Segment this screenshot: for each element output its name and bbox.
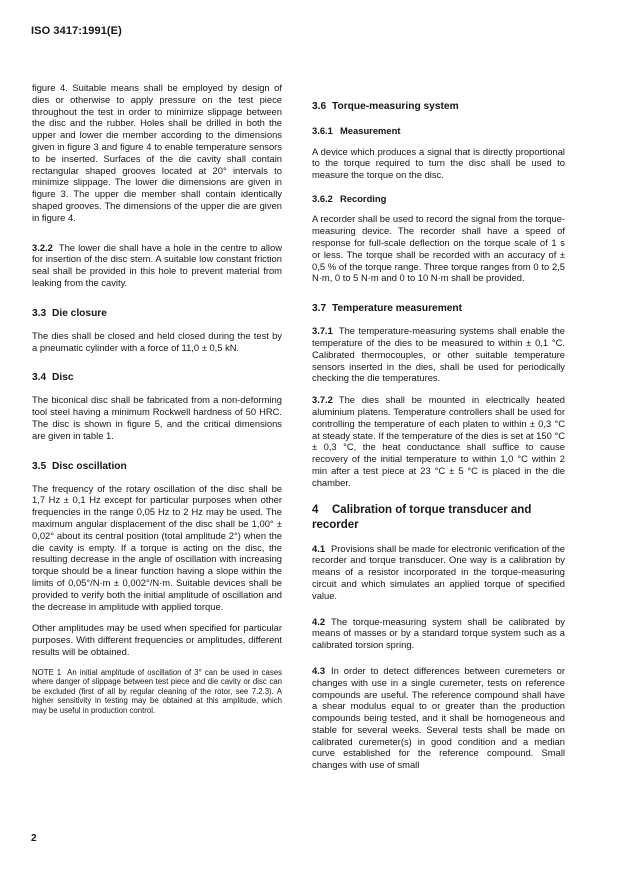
paragraph-4-2 bbox=[312, 616, 565, 651]
note-1 bbox=[32, 668, 282, 716]
clause-text-4-3: In order to detect differences between curemeters or changes with use in a single curemeter, tests on reference compounds are useful. The reference compound shall have a shear modulus equal to or greater than the production compounds being tested, and it shall be homogeneous and stable for several weeks. Several tests shall be made on calibrated curemeter(s) in good condition and a median curve established for the reference compound. Small changes with use of small bbox=[312, 664, 565, 771]
clause-text-3-2-2: The lower die shall have a hole in the centre to allow for insertion of the disc stem. A suitable low constant friction seal shall be provided in this hole to prevent material from leaking from the cavity. bbox=[32, 241, 282, 288]
heading-number-3-3: 3.3 bbox=[32, 307, 47, 319]
paragraph-3-4: The biconical disc shall be fabricated from a non-deforming tool steel having a minimum Rockwell hardness of 50 HRC. The disc is shown in figure 5, and the critical dimensions are given in table 1. bbox=[32, 394, 282, 441]
left-column bbox=[32, 82, 282, 716]
heading-number-4: 4 bbox=[312, 503, 319, 516]
heading-3-7 bbox=[312, 303, 565, 315]
heading-3-3 bbox=[32, 308, 282, 320]
paragraph-3-6-2: A recorder shall be used to record the signal from the torque-measuring device. The recorder shall have a speed of response for full-scale deflection on the torque scale of 1 s or less. The torque shall be recorded with an accuracy of ± 0,5 % of the torque range. Three torque ranges from 0 to 2,5 N·m, 0 to 5 N·m and 0 to 10 N·m shall be provided. bbox=[312, 213, 565, 284]
paragraph-3-7-2 bbox=[312, 394, 565, 488]
heading-title-3-7: Temperature measurement bbox=[332, 303, 463, 315]
clause-text-4-2: The torque-measuring system shall be calibrated by means of masses or by a standard torque system such as a calibrated torsion spring. bbox=[312, 615, 565, 651]
heading-title-4: Calibration of torque transducer and recorder bbox=[312, 503, 532, 531]
heading-title-3-3: Die closure bbox=[52, 307, 107, 319]
page-number: 2 bbox=[31, 833, 37, 844]
paragraph-figure-4: figure 4. Suitable means shall be employed by design of dies or otherwise to apply pressure on the test piece throughout the test in order to minimize slippage between the disc and the rubber. Holes shall be drilled in both the upper and lower die member according to the dimensions given in figure 3 and figure 4 to enable temperature sensors to be inserted. Surfaces of the die cavity shall contain rectangular shaped grooves located at 20° intervals to minimize slippage. The lower die dimensions are given in figure 3. The upper die member shall contain identically shaped grooves. The dimensions of the upper die are given in figure 4. bbox=[32, 82, 282, 223]
document-header: ISO 3417:1991(E) bbox=[31, 25, 122, 37]
clause-number-4-2: 4.2 bbox=[312, 615, 326, 627]
heading-number-3-6-1: 3.6.1 bbox=[312, 125, 333, 136]
clause-number-3-7-1: 3.7.1 bbox=[312, 325, 333, 337]
heading-number-3-6: 3.6 bbox=[312, 101, 327, 112]
clause-text-3-7-1: The temperature-measuring systems shall enable the temperature of the dies to be measured to within ± 0,1 °C. Calibrated thermocouples, or other suitable temperature sensors inserted in the dies, shall be used for periodically checking the die temperatures. bbox=[312, 325, 565, 384]
heading-number-3-4: 3.4 bbox=[32, 372, 47, 384]
heading-title-3-6-2: Recording bbox=[340, 192, 387, 204]
note-label: NOTE 1 bbox=[32, 667, 62, 677]
heading-3-4 bbox=[32, 372, 282, 384]
clause-number-3-2-2: 3.2.2 bbox=[32, 241, 53, 253]
clause-text-4-1: Provisions shall be made for electronic verification of the recorder and torque transducer. One way is a calibration by means of a resistor incorporated in the torque-measuring circuit and which simulates an applied torque of specified value. bbox=[312, 542, 566, 601]
heading-number-3-6-2: 3.6.2 bbox=[312, 192, 333, 204]
clause-number-4-1: 4.1 bbox=[312, 542, 326, 554]
heading-title-3-4: Disc bbox=[52, 372, 74, 384]
heading-number-3-5: 3.5 bbox=[32, 460, 47, 472]
right-column bbox=[312, 82, 565, 771]
paragraph-4-1 bbox=[312, 543, 565, 602]
heading-title-3-6-1: Measurement bbox=[340, 125, 401, 136]
heading-3-6 bbox=[312, 101, 565, 113]
heading-title-3-6: Torque-measuring system bbox=[332, 101, 459, 112]
heading-number-3-7: 3.7 bbox=[312, 303, 327, 315]
heading-clause-4 bbox=[312, 503, 565, 533]
paragraph-3-2-2 bbox=[32, 242, 282, 289]
paragraph-3-3: The dies shall be closed and held closed during the test by a pneumatic cylinder with a force of 11,0 ± 0,5 kN. bbox=[32, 329, 282, 353]
heading-3-5 bbox=[32, 461, 282, 473]
heading-3-6-1 bbox=[312, 125, 565, 137]
clause-number-4-3: 4.3 bbox=[312, 664, 326, 676]
paragraph-3-5-b: Other amplitudes may be used when specified for particular purposes. With different frequencies or amplitudes, different results will be obtained. bbox=[32, 622, 282, 657]
heading-3-6-2 bbox=[312, 193, 565, 205]
clause-text-3-7-2: The dies shall be mounted in electrically heated aluminium platens. Temperature controllers shall be used for controlling the temperature of each platen to within ± 0,3 °C at steady state. If the temperature of the dies is set at 150 °C ± 0,3 °C, the heat conductance shall suffice to cause recovery of the initial temperature to within 1,0 °C within 2 min after a test piece at 23 °C ± 5 °C is placed in the die chamber. bbox=[312, 394, 565, 488]
heading-title-3-5: Disc oscillation bbox=[52, 460, 127, 472]
note-text: An initial amplitude of oscillation of 3° can be used in cases where danger of slippage between test piece and die cavity or disc can be excluded (first of all by regular cleaning of the rotor, see 7.2.3). A higher sensitivity in testing may be obtained at this amplitude, which may be useful in production control. bbox=[32, 667, 282, 716]
paragraph-4-3 bbox=[312, 665, 565, 771]
paragraph-3-5-a: The frequency of the rotary oscillation of the disc shall be 1,7 Hz ± 0,1 Hz except for particular purposes when other frequencies in the range 0,05 Hz to 2 Hz may be used. The maximum angular displacement of the disc shall be 1,00° ± 0,02° about its central position (total amplitude 2°) when the die cavity is empty. If a torque is acting on the disc, the resulting decrease in the angle of oscillation with increasing torque should be a linear function having a slope within the limits of 0,05°/N·m ± 0,002°/N·m. Suitable devices shall be provided to verify both the initial amplitude of oscillation and the decrease in amplitude with applied torque. bbox=[32, 482, 282, 612]
paragraph-3-6-1: A device which produces a signal that is directly proportional to the torque required to turn the disc shall be used to measure the torque on the disc. bbox=[312, 145, 565, 181]
clause-number-3-7-2: 3.7.2 bbox=[312, 394, 333, 406]
paragraph-3-7-1 bbox=[312, 325, 565, 384]
